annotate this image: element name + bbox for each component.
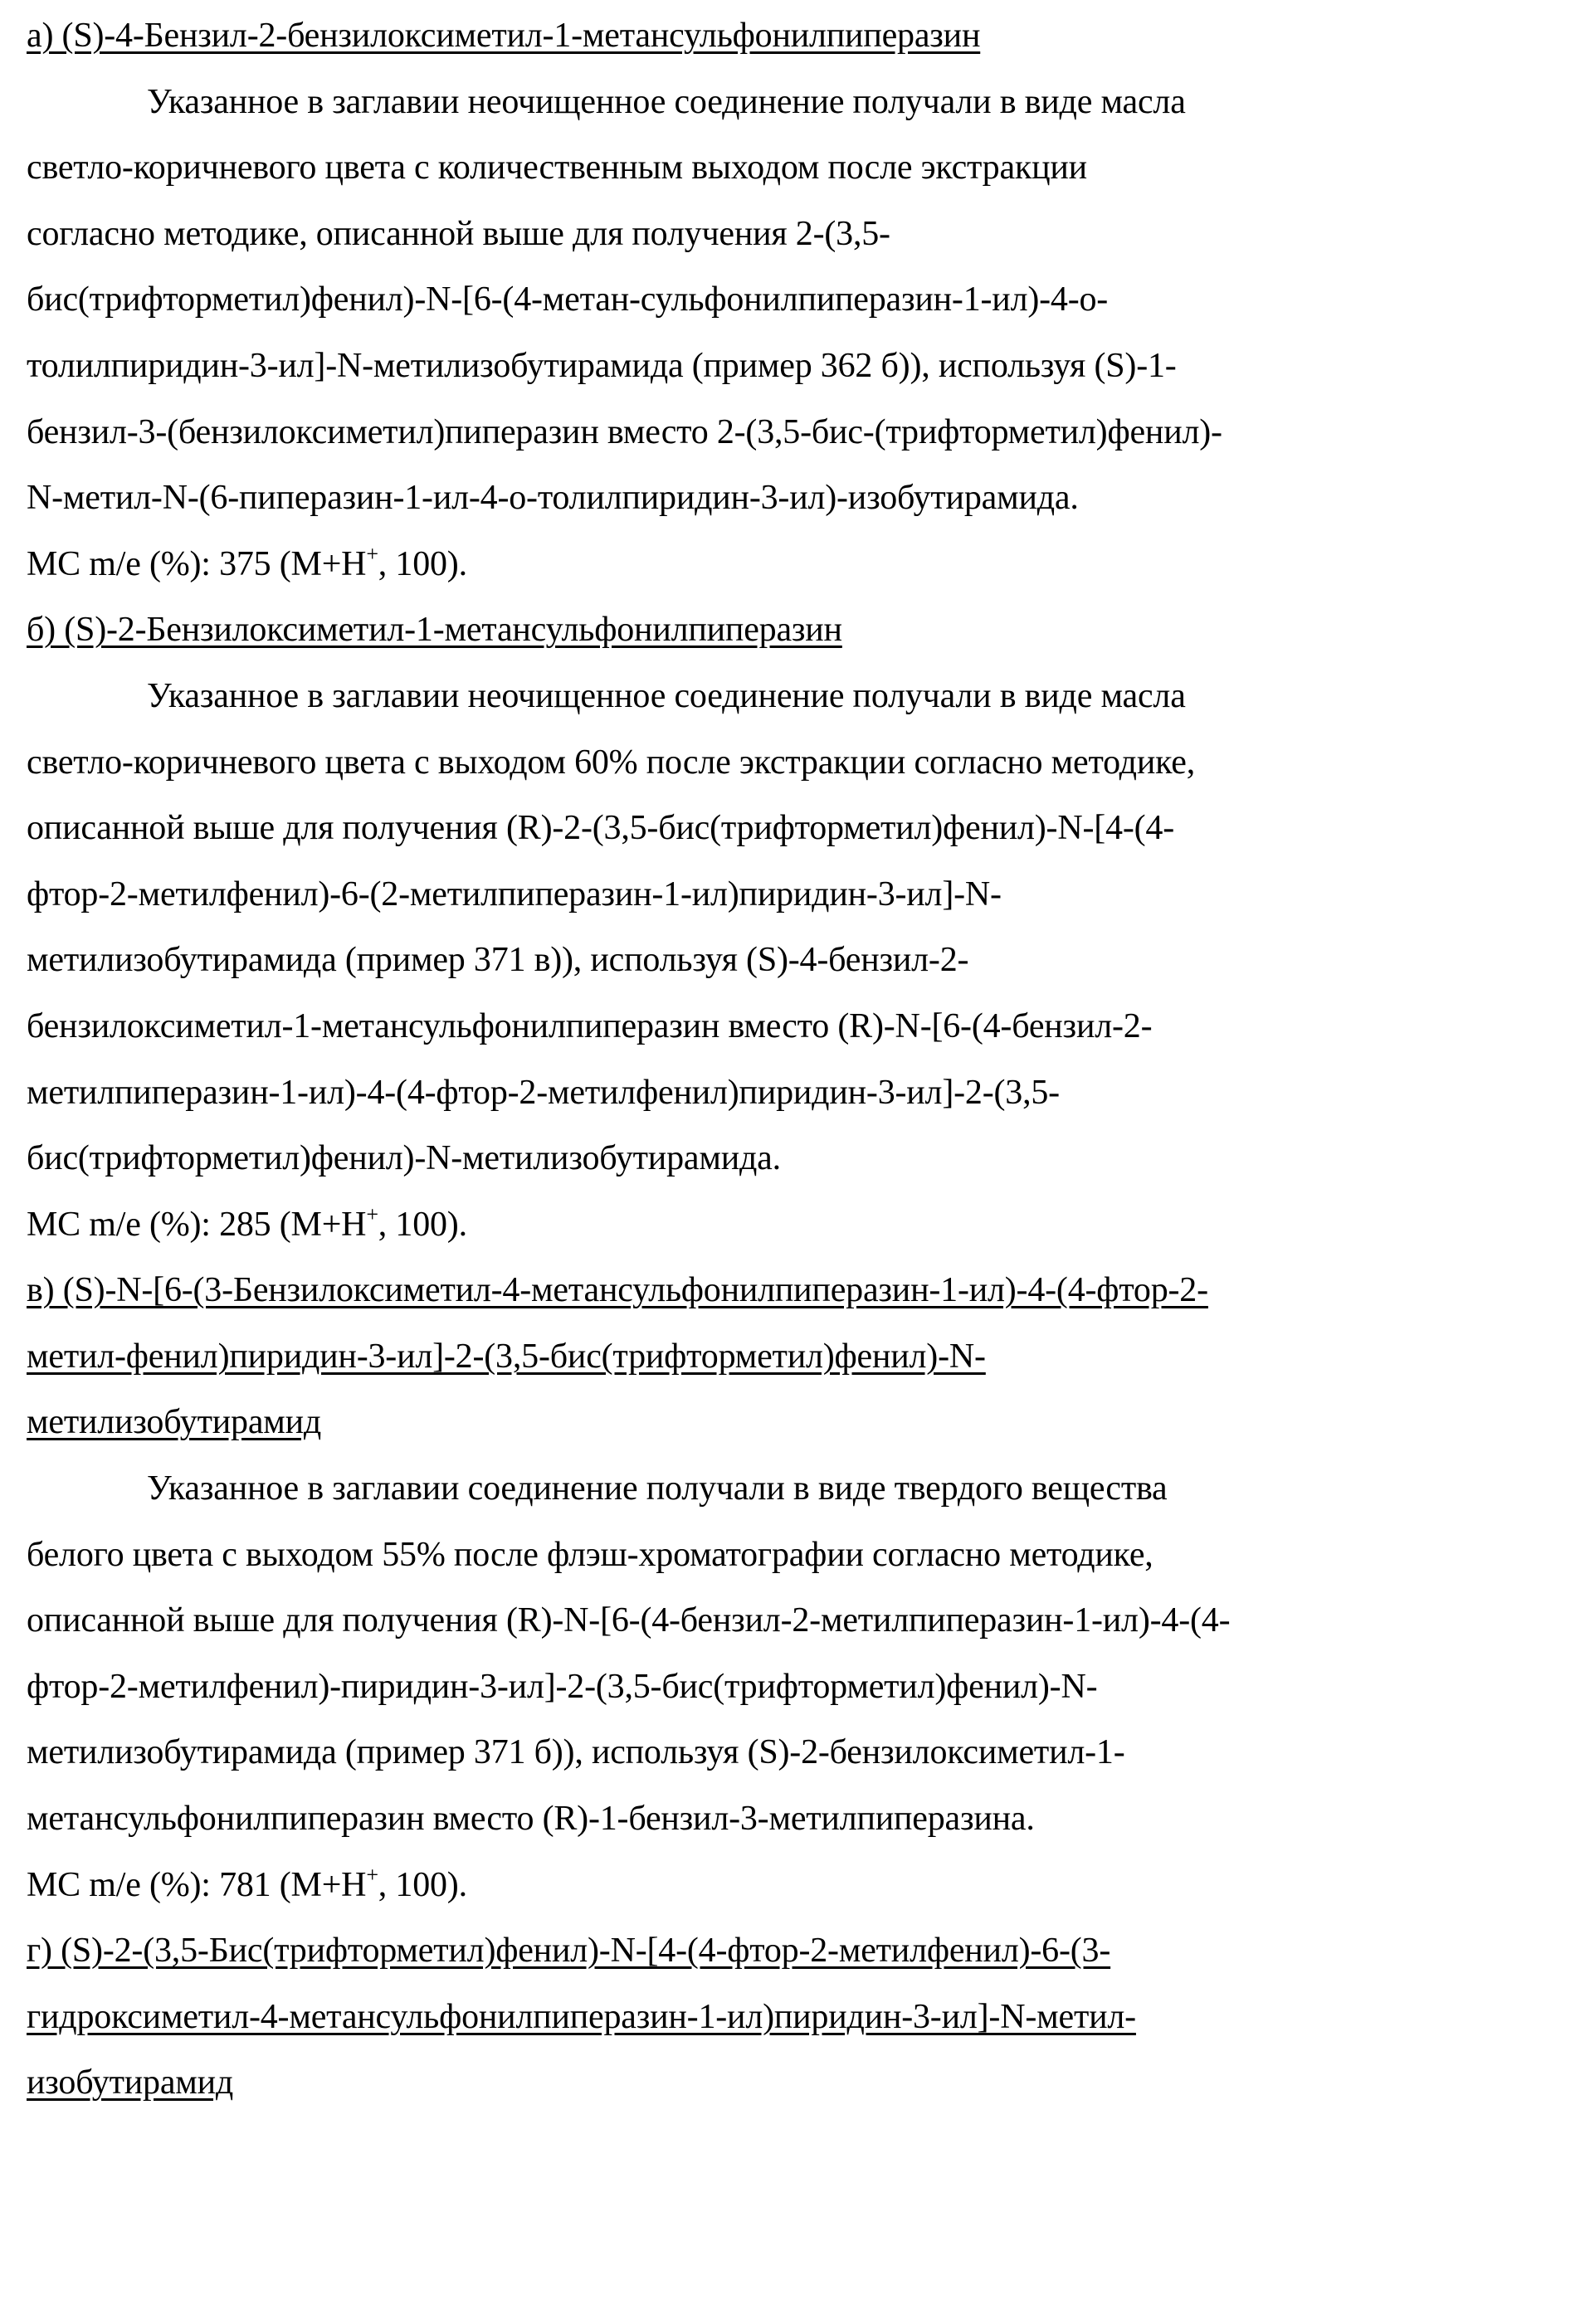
ms-suffix: , 100). — [378, 1205, 467, 1244]
section-heading — [27, 2050, 1570, 2117]
heading-line: в) (S)-N-[6-(3-Бензилоксиметил-4-метансульфонилпиперазин-1-ил)-4-(4-фтор-2- — [27, 1271, 1208, 1310]
paragraph-line: метилизобутирамида (пример 371 б)), используя (S)-2-бензилоксиметил-1- — [27, 1733, 1125, 1772]
section-heading — [27, 1324, 1570, 1391]
ms-prefix: МС m/e (%): 375 (M+H — [27, 544, 367, 583]
ms-superscript: + — [366, 541, 378, 566]
paragraph-line: светло-коричневого цвета с количественным выходом после экстракции — [27, 149, 1087, 188]
ms-suffix: , 100). — [378, 1865, 467, 1904]
paragraph-line: бензилоксиметил-1-метансульфонилпиперазин вместо (R)-N-[6-(4-бензил-2- — [27, 1006, 1153, 1045]
heading-line: а) (S)-4-Бензил-2-бензилоксиметил-1-метансульфонилпиперазин — [27, 17, 981, 55]
paragraph-line: фтор-2-метилфенил)-6-(2-метилпиперазин-1-ил)пиридин-3-ил]-N- — [27, 875, 1002, 914]
paragraph-line: N-метил-N-(6-пиперазин-1-ил-4-о-толилпиридин-3-ил)-изобутирамида. — [27, 479, 1079, 518]
ms-superscript: + — [366, 1862, 378, 1887]
paragraph-line: белого цвета с выходом 55% после флэш-хроматографии согласно методике, — [27, 1535, 1153, 1574]
heading-line: г) (S)-2-(3,5-Бис(трифторметил)фенил)-N-[4-(4-фтор-2-метилфенил)-6-(3- — [27, 1932, 1111, 1971]
ms-suffix: , 100). — [378, 544, 467, 583]
heading-line: изобутирамид — [27, 2063, 234, 2102]
mass-spec-line — [27, 1853, 1570, 1919]
paragraph-line: Указанное в заглавии неочищенное соединение получали в виде масла — [147, 82, 1186, 121]
paragraph-line: метансульфонилпиперазин вместо (R)-1-бензил-3-метилпиперазина. — [27, 1800, 1035, 1839]
mass-spec-line — [27, 532, 1570, 598]
paragraph-line: описанной выше для получения (R)-N-[6-(4-бензил-2-метилпиперазин-1-ил)-4-(4- — [27, 1601, 1231, 1640]
section-heading — [27, 1390, 1570, 1456]
document-page — [27, 3, 1570, 2117]
heading-line: б) (S)-2-Бензилоксиметил-1-метансульфонилпиперазин — [27, 611, 842, 650]
heading-line: метилизобутирамид — [27, 1403, 322, 1442]
ms-prefix: МС m/e (%): 285 (M+H — [27, 1205, 367, 1244]
heading-line: гидроксиметил-4-метансульфонилпиперазин-1-ил)пиридин-3-ил]-N-метил- — [27, 1997, 1136, 2036]
section-a — [27, 3, 1570, 597]
paragraph-line: фтор-2-метилфенил)-пиридин-3-ил]-2-(3,5-бис(трифторметил)фенил)-N- — [27, 1667, 1098, 1706]
section-heading — [27, 1258, 1570, 1324]
paragraph-line: согласно методике, описанной выше для получения 2-(3,5- — [27, 214, 890, 253]
paragraph-line: светло-коричневого цвета с выходом 60% после экстракции согласно методике, — [27, 743, 1196, 782]
section-d — [27, 1918, 1570, 2117]
ms-superscript: + — [366, 1201, 378, 1226]
heading-line: метил-фенил)пиридин-3-ил]-2-(3,5-бис(трифторметил)фенил)-N- — [27, 1337, 986, 1376]
paragraph-line: описанной выше для получения (R)-2-(3,5-бис(трифторметил)фенил)-N-[4-(4- — [27, 809, 1175, 848]
section-b — [27, 597, 1570, 1258]
section-c — [27, 1258, 1570, 1918]
section-heading — [27, 1985, 1570, 2051]
paragraph-line: метилизобутирамида (пример 371 в)), используя (S)-4-бензил-2- — [27, 941, 969, 980]
paragraph-line: бис(трифторметил)фенил)-N-[6-(4-метан-сульфонилпиперазин-1-ил)-4-о- — [27, 280, 1109, 319]
paragraph-line: Указанное в заглавии неочищенное соединение получали в виде масла — [147, 676, 1186, 715]
paragraph-line: толилпиридин-3-ил]-N-метилизобутирамида (пример 362 б)), используя (S)-1- — [27, 346, 1177, 385]
section-heading — [27, 1918, 1570, 1985]
paragraph-line: бис(трифторметил)фенил)-N-метилизобутирамида. — [27, 1139, 781, 1178]
paragraph-line: Указанное в заглавии соединение получали в виде твердого вещества — [147, 1469, 1168, 1508]
paragraph-line: бензил-3-(бензилоксиметил)пиперазин вместо 2-(3,5-бис-(трифторметил)фенил)- — [27, 412, 1222, 451]
paragraph-line: метилпиперазин-1-ил)-4-(4-фтор-2-метилфенил)пиридин-3-ил]-2-(3,5- — [27, 1073, 1060, 1112]
section-heading — [27, 3, 1570, 70]
ms-prefix: МС m/e (%): 781 (M+H — [27, 1865, 367, 1904]
section-heading — [27, 597, 1570, 664]
mass-spec-line — [27, 1192, 1570, 1259]
